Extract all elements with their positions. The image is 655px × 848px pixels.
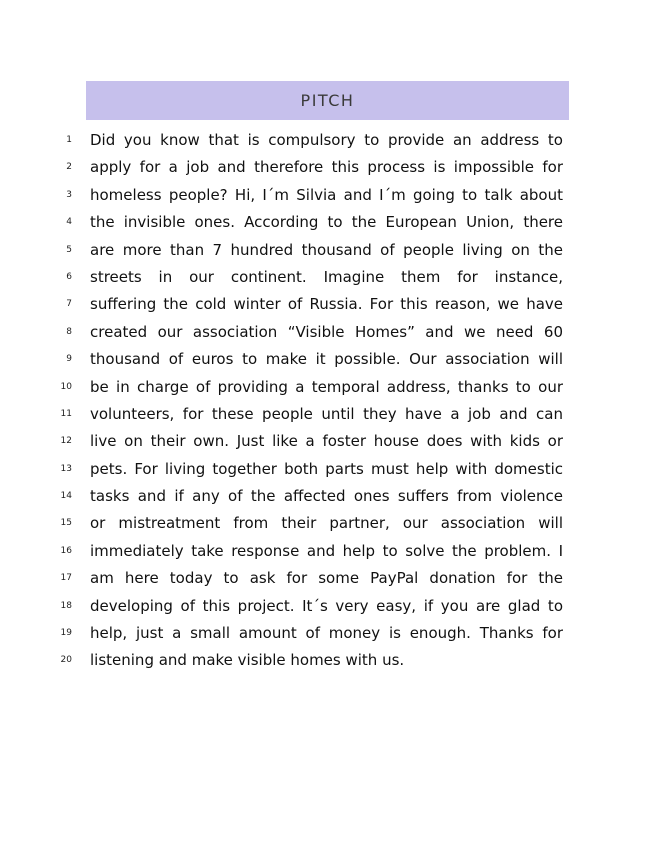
line-number: 18 bbox=[60, 600, 72, 611]
line-number: 6 bbox=[66, 271, 72, 282]
line-text: streets in our continent. Imagine them for instance, bbox=[90, 267, 563, 286]
line-number: 7 bbox=[66, 299, 72, 310]
document-line bbox=[0, 620, 655, 647]
line-text: are more than 7 hundred thousand of people living on the bbox=[90, 240, 563, 259]
line-number: 2 bbox=[66, 162, 72, 173]
line-text: be in charge of providing a temporal address, thanks to our bbox=[90, 377, 563, 396]
document-line bbox=[0, 593, 655, 620]
line-number: 13 bbox=[60, 463, 72, 474]
line-text: apply for a job and therefore this process is impossible for bbox=[90, 158, 563, 177]
document-line bbox=[0, 456, 655, 483]
line-text: suffering the cold winter of Russia. For this reason, we have bbox=[90, 295, 563, 314]
line-number: 3 bbox=[66, 189, 72, 200]
line-text: developing of this project. It´s very easy, if you are glad to bbox=[90, 596, 563, 615]
line-number: 11 bbox=[60, 408, 72, 419]
line-text: created our association “Visible Homes” and we need 60 bbox=[90, 322, 563, 341]
document-line bbox=[0, 374, 655, 401]
line-text: thousand of euros to make it possible. Our association will bbox=[90, 350, 563, 369]
document-line bbox=[0, 154, 655, 181]
line-text: help, just a small amount of money is enough. Thanks for bbox=[90, 624, 563, 643]
document-line bbox=[0, 538, 655, 565]
page-title: PITCH bbox=[300, 91, 355, 110]
document-line bbox=[0, 401, 655, 428]
document-body bbox=[0, 127, 655, 675]
line-text: live on their own. Just like a foster house does with kids or bbox=[90, 432, 563, 451]
line-text: the invisible ones. According to the European Union, there bbox=[90, 213, 563, 232]
document-line bbox=[0, 264, 655, 291]
line-text: homeless people? Hi, I´m Silvia and I´m going to talk about bbox=[90, 185, 563, 204]
line-number: 12 bbox=[60, 436, 72, 447]
document-line bbox=[0, 428, 655, 455]
line-number: 17 bbox=[60, 573, 72, 584]
line-number: 8 bbox=[66, 326, 72, 337]
document-line bbox=[0, 565, 655, 592]
line-number: 16 bbox=[60, 545, 72, 556]
line-number: 10 bbox=[60, 381, 72, 392]
line-number: 5 bbox=[66, 244, 72, 255]
document-line bbox=[0, 319, 655, 346]
document-line bbox=[0, 647, 655, 674]
line-text: pets. For living together both parts must help with domestic bbox=[90, 459, 563, 478]
line-text: immediately take response and help to solve the problem. I bbox=[90, 541, 563, 560]
line-text: volunteers, for these people until they have a job and can bbox=[90, 404, 563, 423]
title-band bbox=[86, 81, 569, 120]
document-line bbox=[0, 127, 655, 154]
line-number: 19 bbox=[60, 628, 72, 639]
line-text: Did you know that is compulsory to provide an address to bbox=[90, 131, 563, 149]
document-line bbox=[0, 510, 655, 537]
document-line bbox=[0, 209, 655, 236]
line-text: or mistreatment from their partner, our association will bbox=[90, 514, 563, 533]
document-line bbox=[0, 346, 655, 373]
line-text: am here today to ask for some PayPal donation for the bbox=[90, 569, 563, 588]
line-number: 1 bbox=[66, 135, 72, 145]
line-text: listening and make visible homes with us. bbox=[90, 651, 405, 670]
line-text: tasks and if any of the affected ones suffers from violence bbox=[90, 487, 563, 506]
line-number: 15 bbox=[60, 518, 72, 529]
document-line bbox=[0, 483, 655, 510]
document-line bbox=[0, 291, 655, 318]
document-line bbox=[0, 182, 655, 209]
line-number: 14 bbox=[60, 491, 72, 502]
line-number: 4 bbox=[66, 217, 72, 228]
document-line bbox=[0, 237, 655, 264]
line-number: 20 bbox=[60, 655, 72, 666]
line-number: 9 bbox=[66, 354, 72, 365]
